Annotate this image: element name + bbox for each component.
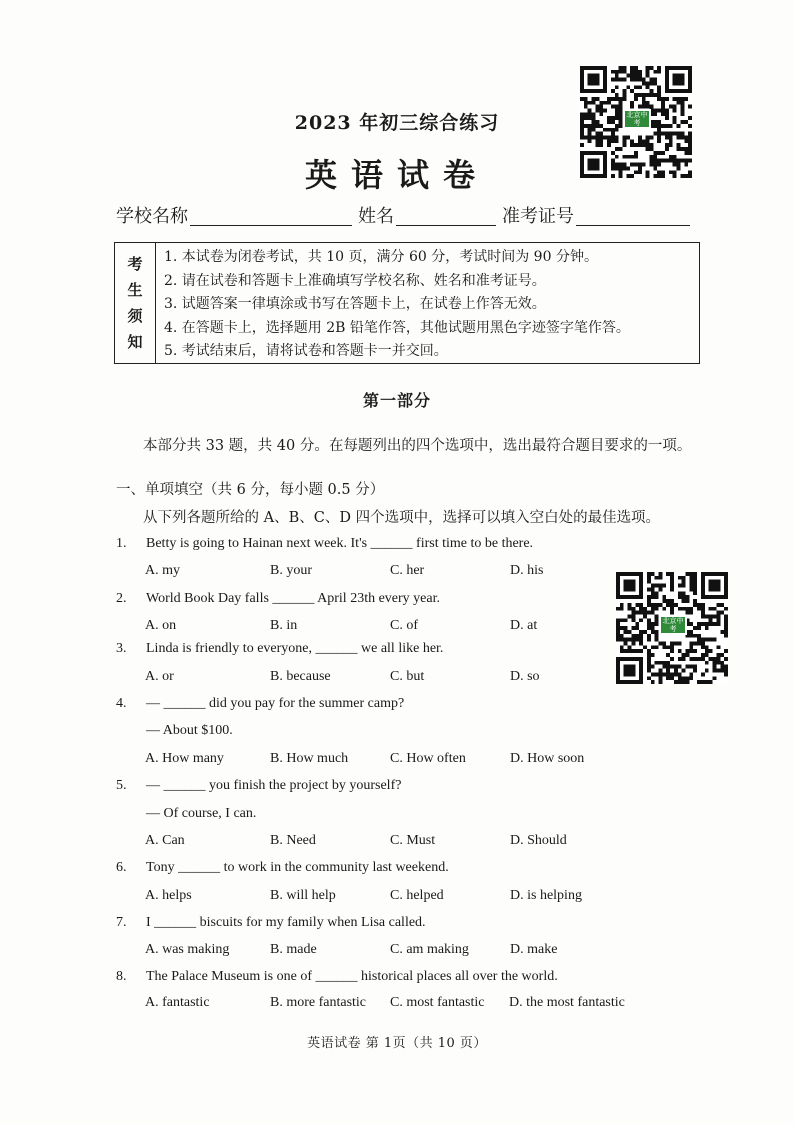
- question-stem: Betty is going to Hainan next week. It's ______ first time to be there.: [146, 536, 534, 551]
- option-c[interactable]: C. Must: [390, 833, 436, 848]
- info-line: [116, 202, 700, 228]
- option-c[interactable]: C. How often: [390, 751, 466, 766]
- question-stem: Tony ______ to work in the community last weekend.: [146, 860, 449, 875]
- qr-badge-right: 北京中考: [659, 615, 687, 635]
- option-b[interactable]: B. more fantastic: [270, 995, 367, 1010]
- notice-rule: 4. 在答题卡上，选择题用 2B 铅笔作答，其他试题用黑色字迹签字笔作答。: [164, 319, 630, 336]
- part-title: 第一部分: [362, 391, 431, 410]
- option-b[interactable]: B. in: [270, 618, 298, 633]
- question-stem: The Palace Museum is one of ______ historical places all over the world.: [146, 969, 558, 984]
- question-number: 1.: [116, 536, 127, 551]
- option-d[interactable]: D. is helping: [510, 888, 582, 903]
- option-b[interactable]: B. will help: [270, 888, 336, 903]
- notice-rules: [156, 243, 699, 363]
- option-a[interactable]: A. fantastic: [145, 995, 210, 1010]
- option-a[interactable]: A. How many: [145, 751, 224, 766]
- question-number: 5.: [116, 778, 127, 793]
- question-stem: — ______ you finish the project by yourself?: [146, 778, 402, 793]
- school-label: 学校名称: [116, 206, 188, 227]
- question-number: 8.: [116, 969, 127, 984]
- option-b[interactable]: B. your: [270, 563, 312, 578]
- option-b[interactable]: B. because: [270, 669, 331, 684]
- exam-id-blank[interactable]: [576, 205, 690, 226]
- option-a[interactable]: A. helps: [145, 888, 192, 903]
- option-d[interactable]: D. How soon: [510, 751, 585, 766]
- notice-rule: 3. 试题答案一律填涂或书写在答题卡上，在试卷上作答无效。: [164, 296, 546, 312]
- option-c[interactable]: C. helped: [390, 888, 444, 903]
- part-description: 本部分共 33 题，共 40 分。在每题列出的四个选项中，选出最符合题目要求的一项。: [143, 438, 692, 454]
- question-number: 4.: [116, 696, 127, 711]
- option-d[interactable]: D. at: [510, 618, 538, 633]
- option-c[interactable]: C. her: [390, 563, 425, 578]
- option-d[interactable]: D. so: [510, 669, 540, 684]
- question-5-response: — Of course, I can.: [146, 806, 257, 821]
- notice-side-char: 知: [127, 333, 143, 351]
- notice-side-char: 须: [127, 307, 143, 325]
- notice-side-label: [115, 243, 156, 363]
- page-footer: 英语试卷 第 1页（共 10 页）: [307, 1036, 487, 1051]
- question-stem: Linda is friendly to everyone, ______ we all like her.: [146, 641, 444, 656]
- option-a[interactable]: A. Can: [145, 833, 185, 848]
- subject-title: 英语试卷: [304, 156, 489, 194]
- option-a[interactable]: A. was making: [145, 942, 230, 957]
- option-d[interactable]: D. his: [510, 563, 544, 578]
- notice-side-char: 生: [127, 281, 143, 299]
- notice-rule: 1. 本试卷为闭卷考试，共 10 页，满分 60 分，考试时间为 90 分钟。: [164, 249, 598, 265]
- notice-box: [114, 242, 700, 364]
- option-a[interactable]: A. or: [145, 669, 174, 684]
- notice-rule: 2. 请在试卷和答题卡上准确填写学校名称、姓名和准考证号。: [164, 272, 546, 289]
- option-b[interactable]: B. made: [270, 942, 317, 957]
- question-stem: I ______ biscuits for my family when Lisa called.: [146, 915, 426, 930]
- question-stem: — ______ did you pay for the summer camp?: [146, 696, 405, 711]
- option-c[interactable]: C. most fantastic: [390, 995, 485, 1010]
- name-blank[interactable]: [396, 205, 496, 226]
- option-c[interactable]: C. am making: [390, 942, 469, 957]
- name-label: 姓名: [358, 206, 394, 227]
- question-stem: World Book Day falls ______ April 23th every year.: [146, 591, 440, 606]
- question-4-response: — About $100.: [146, 723, 233, 738]
- question-number: 3.: [116, 641, 127, 656]
- notice-side-char: 考: [127, 255, 143, 273]
- question-number: 2.: [116, 591, 127, 606]
- question-number: 6.: [116, 860, 127, 875]
- option-d[interactable]: D. Should: [510, 833, 567, 848]
- option-c[interactable]: C. but: [390, 669, 425, 684]
- qr-code-right: [616, 572, 728, 684]
- exam-id-label: 准考证号: [502, 206, 574, 227]
- school-blank[interactable]: [190, 205, 352, 226]
- question-number: 7.: [116, 915, 127, 930]
- option-b[interactable]: B. How much: [270, 751, 349, 766]
- option-b[interactable]: B. Need: [270, 833, 316, 848]
- notice-rule: 5. 考试结束后，请将试卷和答题卡一并交回。: [164, 343, 448, 359]
- qr-code-top: [580, 66, 692, 178]
- option-d[interactable]: D. the most fantastic: [509, 995, 625, 1010]
- option-a[interactable]: A. my: [145, 563, 180, 578]
- section-instruction: 从下列各题所给的 A、B、C、D 四个选项中，选择可以填入空白处的最佳选项。: [143, 510, 661, 526]
- option-d[interactable]: D. make: [510, 942, 558, 957]
- option-c[interactable]: C. of: [390, 618, 418, 633]
- section-title: 一、单项填空（共 6 分，每小题 0.5 分）: [116, 482, 385, 498]
- exam-title: 2023 年初三综合练习: [294, 112, 500, 134]
- option-a[interactable]: A. on: [145, 618, 177, 633]
- qr-badge-top: 北京中考: [623, 109, 651, 129]
